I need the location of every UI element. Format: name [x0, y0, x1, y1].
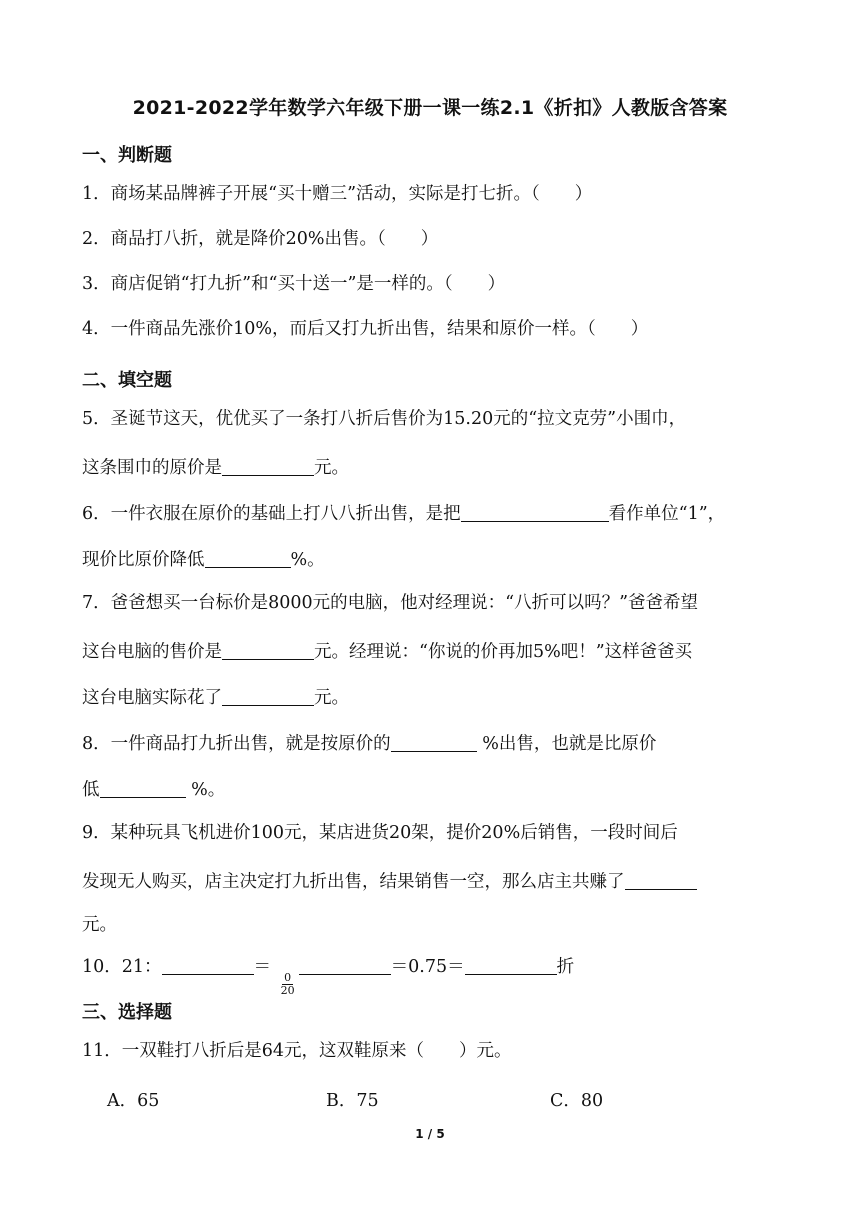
question-8-line-2 [82, 779, 225, 800]
question-9-text-a: 发现无人购买，店主决定打九折出售，结果销售一空，那么店主共赚了 [82, 872, 625, 892]
question-4: 4．一件商品先涨价10%，而后又打九折出售，结果和原价一样。（ ） [82, 319, 649, 339]
question-6-line-1 [82, 503, 725, 524]
question-10 [82, 956, 574, 997]
question-8-text-d: %。 [185, 780, 226, 800]
answer-blank[interactable] [100, 779, 186, 798]
answer-blank[interactable] [625, 871, 697, 890]
question-5-line-2 [82, 457, 349, 478]
question-7-text-c: 这台电脑实际花了 [82, 688, 222, 708]
question-8-line-1 [82, 733, 656, 754]
answer-blank[interactable] [222, 641, 314, 660]
answer-blank[interactable] [391, 733, 477, 752]
question-6-text-c: 现价比原价降低 [82, 550, 205, 570]
question-8-text-b: %出售，也就是比原价 [476, 734, 657, 754]
answer-blank[interactable] [461, 503, 609, 522]
page-number: 1 / 5 [415, 1127, 445, 1141]
question-7-line-2 [82, 641, 692, 662]
question-9-line-1: 9．某种玩具飞机进价100元，某店进货20架，提价20%后销售，一段时间后 [82, 823, 678, 843]
option-b[interactable]: B．75 [326, 1091, 379, 1111]
section-heading-choice: 三、选择题 [82, 1002, 172, 1023]
option-a[interactable]: A．65 [107, 1091, 160, 1111]
question-7-text-b: 元。经理说：“你说的价再加5%吧！”这样爸爸买 [314, 642, 693, 662]
question-3: 3．商店促销“打九折”和“买十送一”是一样的。（ ） [82, 274, 506, 294]
fraction-numerator: 0 [284, 971, 292, 984]
question-2: 2．商品打八折，就是降价20%出售。（ ） [82, 229, 439, 249]
question-10-text-a: 10．21： [82, 957, 162, 977]
section-heading-judgement: 一、判断题 [82, 145, 172, 166]
fraction-denominator: 20 [280, 984, 295, 997]
question-5-text-b: 元。 [314, 458, 349, 478]
question-7-text-a: 这台电脑的售价是 [82, 642, 222, 662]
question-11: 11．一双鞋打八折后是64元，这双鞋原来（ ）元。 [82, 1041, 512, 1061]
question-8-text-a: 8．一件商品打九折出售，就是按原价的 [82, 734, 391, 754]
question-9-line-3: 元。 [82, 915, 117, 935]
question-7-text-d: 元。 [314, 688, 349, 708]
section-heading-fill-blank: 二、填空题 [82, 370, 172, 391]
answer-blank[interactable] [222, 457, 314, 476]
question-7-line-1: 7．爸爸想买一台标价是8000元的电脑，他对经理说：“八折可以吗？”爸爸希望 [82, 593, 699, 613]
answer-blank[interactable] [205, 549, 291, 568]
equals-sign: ＝ [253, 957, 272, 977]
question-10-text-c: 折 [556, 957, 575, 977]
question-5-text-a: 这条围巾的原价是 [82, 458, 222, 478]
question-10-text-b: ＝0.75＝ [390, 957, 465, 977]
question-6-line-2 [82, 549, 325, 570]
question-7-line-3 [82, 687, 349, 708]
option-c[interactable]: C．80 [550, 1091, 604, 1111]
answer-blank[interactable] [222, 687, 314, 706]
answer-blank[interactable] [299, 956, 391, 975]
question-6-text-b: 看作单位“1”， [608, 504, 726, 524]
fraction [279, 972, 297, 997]
answer-blank[interactable] [465, 956, 557, 975]
document-title: 2021-2022学年数学六年级下册一课一练2.1《折扣》人教版含答案 [132, 97, 728, 119]
question-6-text-a: 6．一件衣服在原价的基础上打八八折出售，是把 [82, 504, 461, 524]
question-5-line-1: 5．圣诞节这天，优优买了一条打八折后售价为15.20元的“拉文克劳”小围巾， [82, 409, 687, 429]
question-6-text-d: %。 [290, 550, 325, 570]
question-9-line-2 [82, 871, 697, 892]
answer-blank[interactable] [162, 956, 254, 975]
question-1: 1．商场某品牌裤子开展“买十赠三”活动，实际是打七折。（ ） [82, 184, 593, 204]
question-8-text-c: 低 [82, 780, 100, 800]
